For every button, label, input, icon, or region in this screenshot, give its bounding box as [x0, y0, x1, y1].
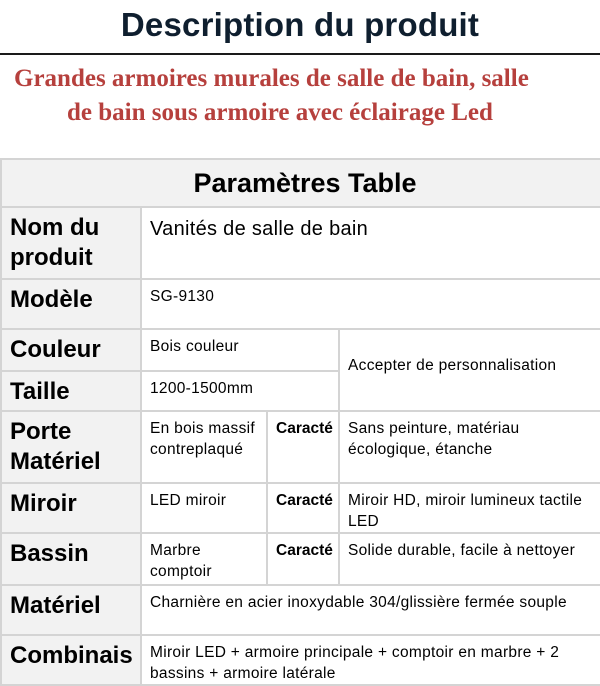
- row-label-modele: Modèle: [1, 279, 141, 329]
- table-row: [1, 635, 600, 685]
- row-key-miroir: Caracté: [267, 483, 339, 533]
- row-value-combinais: Miroir LED + armoire principale + comptoir en marbre + 2 bassins + armoire latérale: [141, 635, 600, 685]
- table-row: [1, 279, 600, 329]
- table-row: [1, 411, 600, 483]
- table-row: [1, 207, 600, 279]
- parameters-table: [0, 158, 600, 686]
- row-feature-porte: Sans peinture, matériau écologique, étanche: [339, 411, 600, 483]
- row-label-combinais: Combinais: [1, 635, 141, 685]
- row-key-porte: Caracté: [267, 411, 339, 483]
- table-row: [1, 533, 600, 585]
- title-divider: [0, 53, 600, 55]
- row-value-taille: 1200-1500mm: [141, 371, 339, 411]
- subtitle-line-1: Grandes armoires murales de salle de bain, salle: [14, 65, 529, 92]
- row-feature-miroir: Miroir HD, miroir lumineux tactile LED: [339, 483, 600, 533]
- table-row: [1, 585, 600, 635]
- row-label-nom: Nom du produit: [1, 207, 141, 279]
- row-value-miroir: LED miroir: [141, 483, 267, 533]
- row-label-materiel: Matériel: [1, 585, 141, 635]
- table-row: [1, 483, 600, 533]
- row-label-miroir: Miroir: [1, 483, 141, 533]
- table-row: [1, 329, 600, 371]
- row-label-bassin: Bassin: [1, 533, 141, 585]
- row-value-porte: En bois massif contreplaqué: [141, 411, 267, 483]
- page-title: Description du produit: [120, 6, 480, 43]
- table-title: Paramètres Table: [1, 159, 600, 207]
- row-key-bassin: Caracté: [267, 533, 339, 585]
- product-subtitle: [14, 62, 600, 130]
- customization-note: Accepter de personnalisation: [339, 329, 600, 411]
- row-feature-bassin: Solide durable, facile à nettoyer: [339, 533, 600, 585]
- subtitle-line-2: de bain sous armoire avec éclairage Led: [67, 99, 493, 126]
- row-value-nom: Vanités de salle de bain: [141, 207, 600, 279]
- row-label-taille: Taille: [1, 371, 141, 411]
- row-value-bassin: Marbre comptoir: [141, 533, 267, 585]
- row-label-couleur: Couleur: [1, 329, 141, 371]
- row-value-couleur: Bois couleur: [141, 329, 339, 371]
- row-label-porte: Porte Matériel: [1, 411, 141, 483]
- row-value-materiel: Charnière en acier inoxydable 304/glissière fermée souple: [141, 585, 600, 635]
- row-value-modele: SG-9130: [141, 279, 600, 329]
